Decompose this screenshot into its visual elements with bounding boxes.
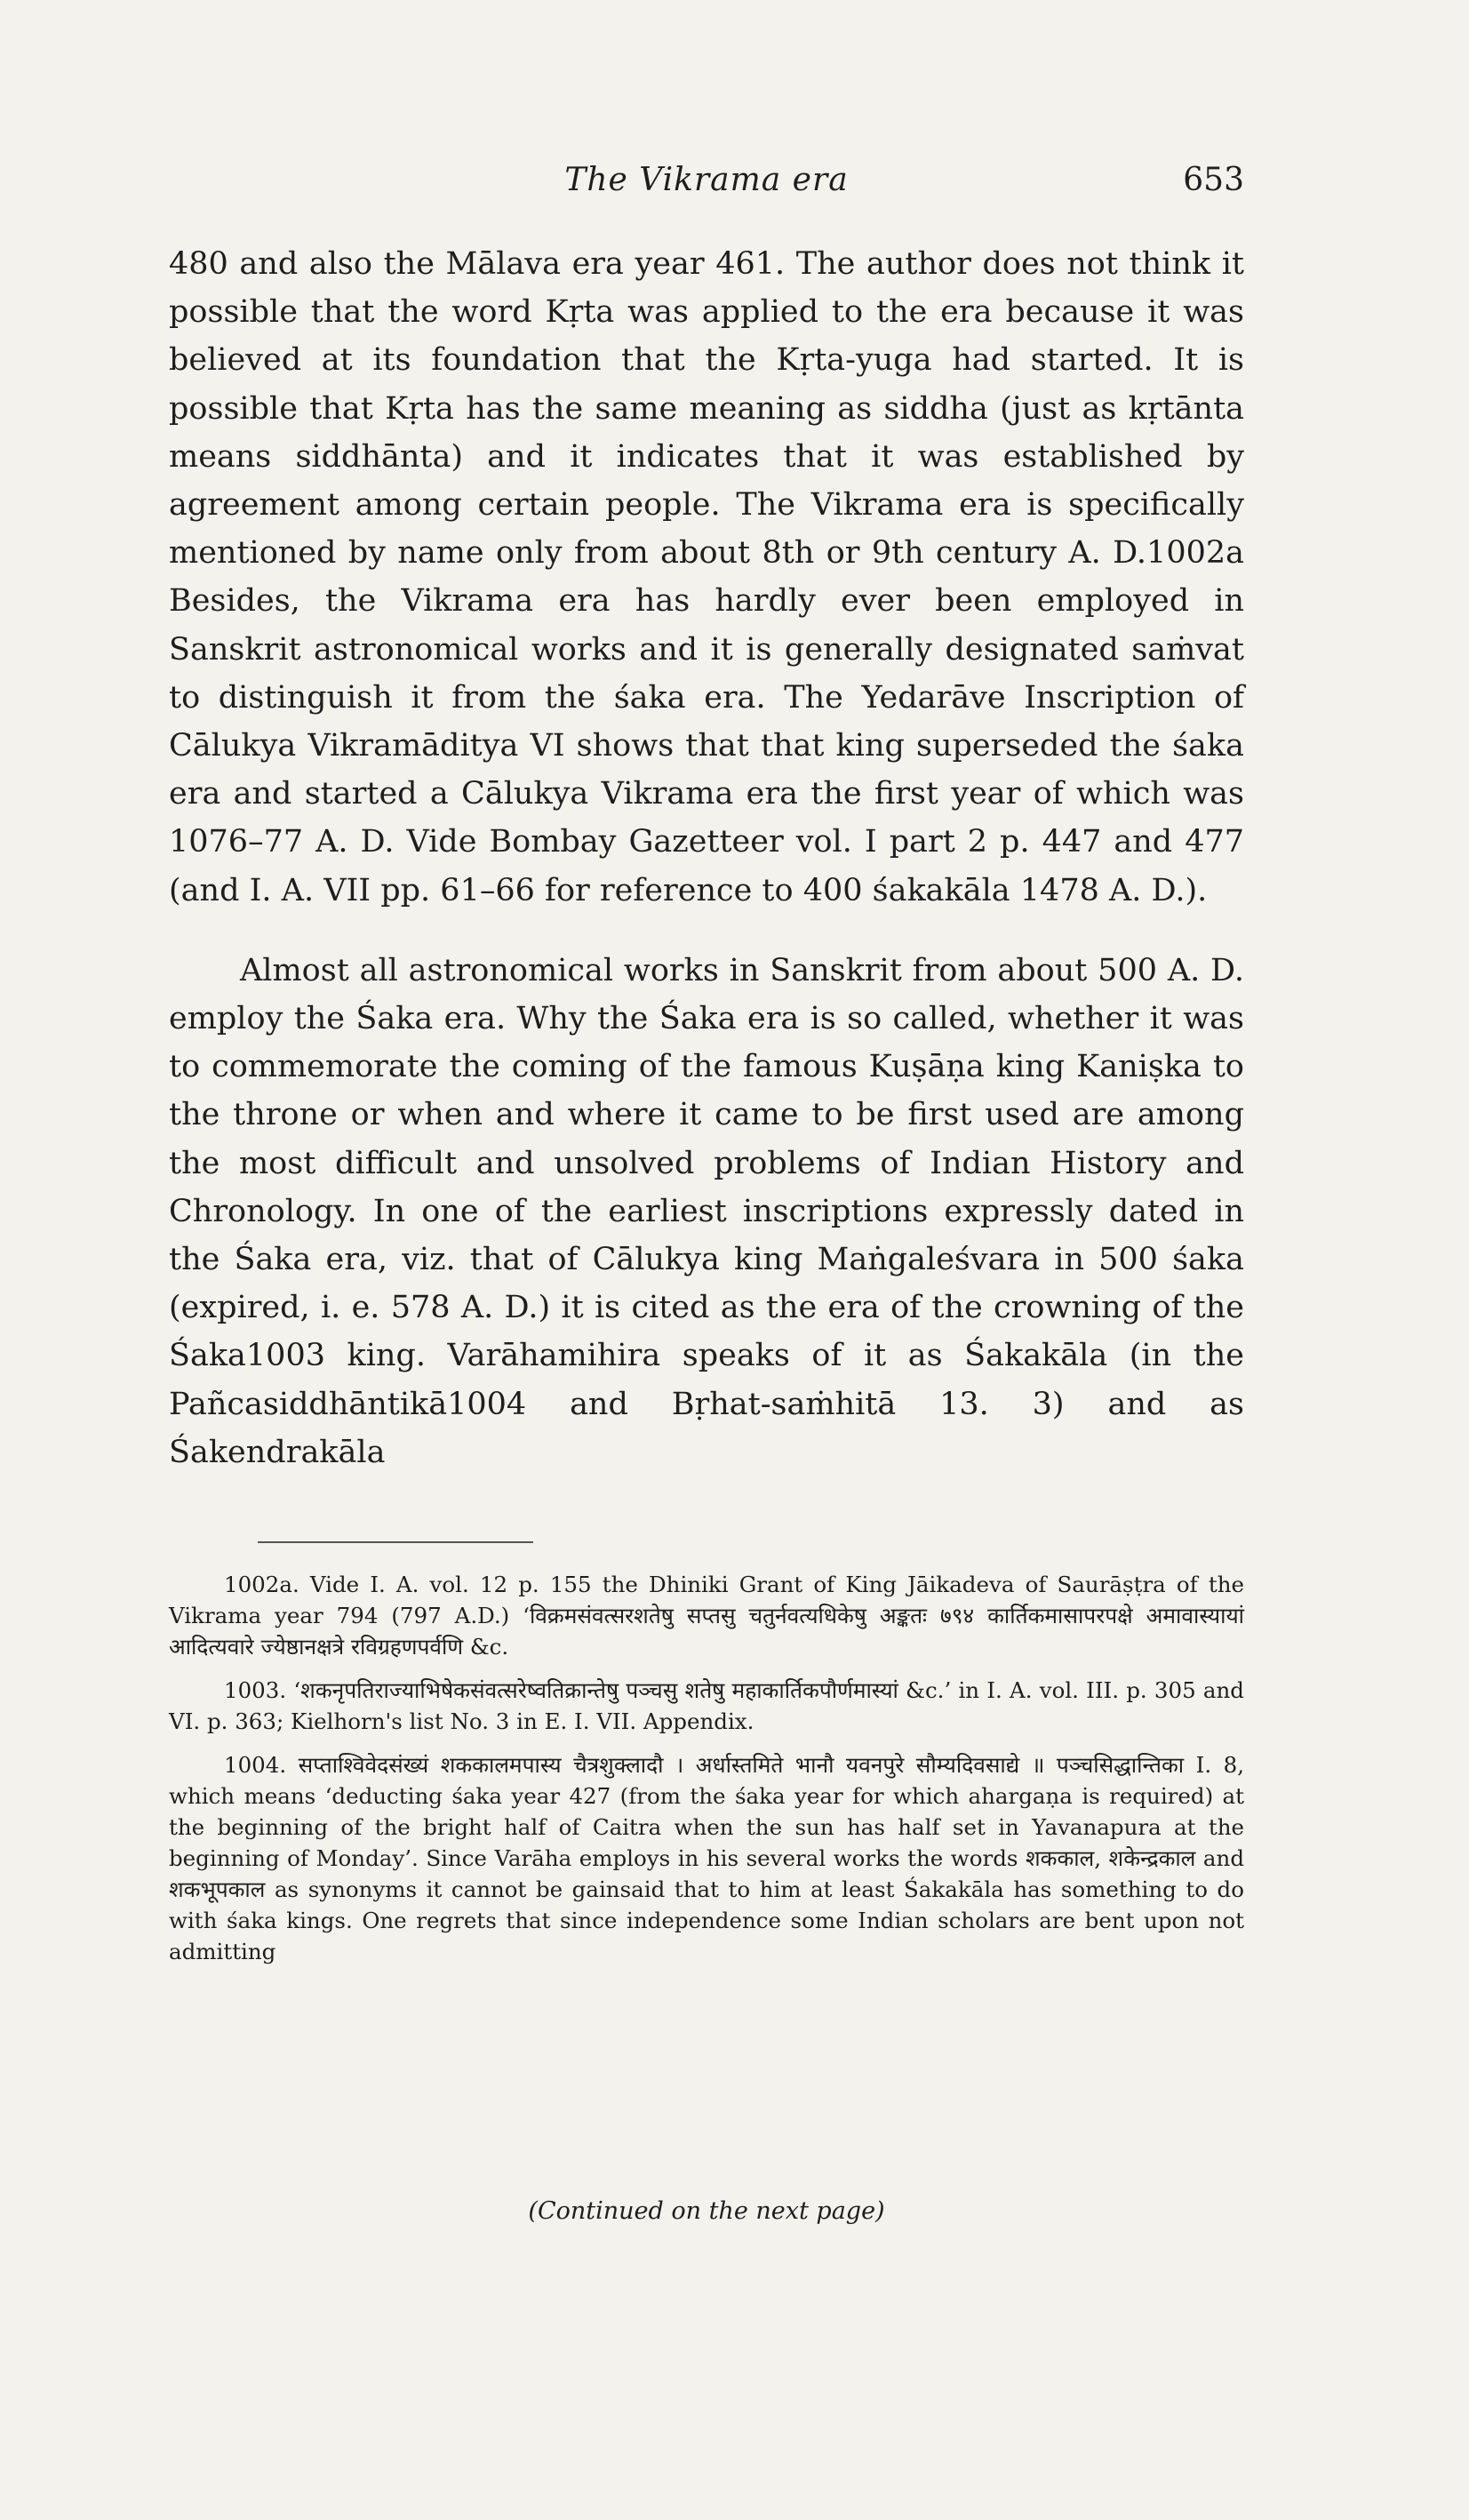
continued-note: (Continued on the next page) xyxy=(528,2197,885,2225)
footnotes xyxy=(169,1569,1244,1980)
main-text xyxy=(169,240,1244,1476)
body-paragraph: Almost all astronomical works in Sanskrit from about 500 A. D. employ the Śaka era. Why the Śaka era is so called, whether it was to commemorate the coming of the famous Kuṣāṇa king Kaniṣka to the throne or when and where it came to be first used are among the most difficult and unsolved problems of Indian History and Chronology. In one of the earliest inscriptions expressly dated in the Śaka era, viz. that of Cālukya king Maṅgaleśvara in 500 śaka (expired, i. e. 578 A. D.) it is cited as the era of the crowning of the Śaka1003 king. Varāhamihira speaks of it as Śakakāla (in the Pañcasiddhāntikā1004 and Bṛhat-saṁhitā 13. 3) and as Śakendrakāla xyxy=(169,952,1244,1470)
page-number: 653 xyxy=(1183,162,1244,198)
body-paragraph: 480 and also the Mālava era year 461. The author does not think it possible that the word Kṛta was applied to the era because it was believed at its foundation that the Kṛta-yuga had started. It is possible that Kṛta has the same meaning as siddha (just as kṛtānta means siddhānta) and it indicates that it was established by agreement among certain people. The Vikrama era is specifically mentioned by name only from about 8th or 9th century A. D.1002a Besides, the Vikrama era has hardly ever been employed in Sanskrit astronomical works and it is generally designated saṁvat to distinguish it from the śaka era. The Yedarāve Inscription of Cālukya Vikramāditya VI shows that that king superseded the śaka era and started a Cālukya Vikrama era the first year of which was 1076–77 A. D. Vide Bombay Gazetteer vol. I part 2 p. 447 and 477 (and I. A. VII pp. 61–66 for reference to 400 śakakāla 1478 A. D.). xyxy=(169,246,1244,908)
page-header xyxy=(169,162,1244,212)
footnote-1002a: 1002a. Vide I. A. vol. 12 p. 155 the Dhiniki Grant of King Jāikadeva of Saurāṣṭra of the Vikrama year 794 (797 A.D.) ‘विक्रमसंवत्सरशतेषु सप्तसु चतुर्नवत्यधिकेषु अङ्कतः ७९४ कार्तिकमासापरपक्षे अमावास्यायां आदित्यवारे ज्येष्ठानक्षत्रे रविग्रहणपर्वणि &c. xyxy=(169,1572,1244,1660)
running-title: The Vikrama era xyxy=(564,162,849,198)
footnote-divider xyxy=(258,1541,533,1543)
footnote-1003: 1003. ‘शकनृपतिराज्याभिषेकसंवत्सरेष्वतिक्रान्तेषु पञ्चसु शतेषु महाकार्तिकपौर्णमास्यां &c.’ in I. A. vol. III. p. 305 and VI. p. 363; Kielhorn's list No. 3 in E. I. VII. Appendix. xyxy=(169,1677,1244,1734)
footnote-1004: 1004. सप्ताश्विवेदसंख्यं शककालमपास्य चैत्रशुक्लादौ । अर्धास्तमिते भानौ यवनपुरे सौम्यदिवसाद्ये ॥ पञ्चसिद्धान्तिका I. 8, which means ‘deducting śaka year 427 (from the śaka year for which ahargaṇa is required) at the beginning of the bright half of Caitra when the sun has half set in Yavanapura at the beginning of Monday’. Since Varāha employs in his several works the words शककाल, शकेन्द्रकाल and शकभूपकाल as synonyms it cannot be gainsaid that to him at least Śakakāla has something to do with śaka kings. One regrets that since independence some Indian scholars are bent upon not admitting xyxy=(169,1752,1244,1964)
